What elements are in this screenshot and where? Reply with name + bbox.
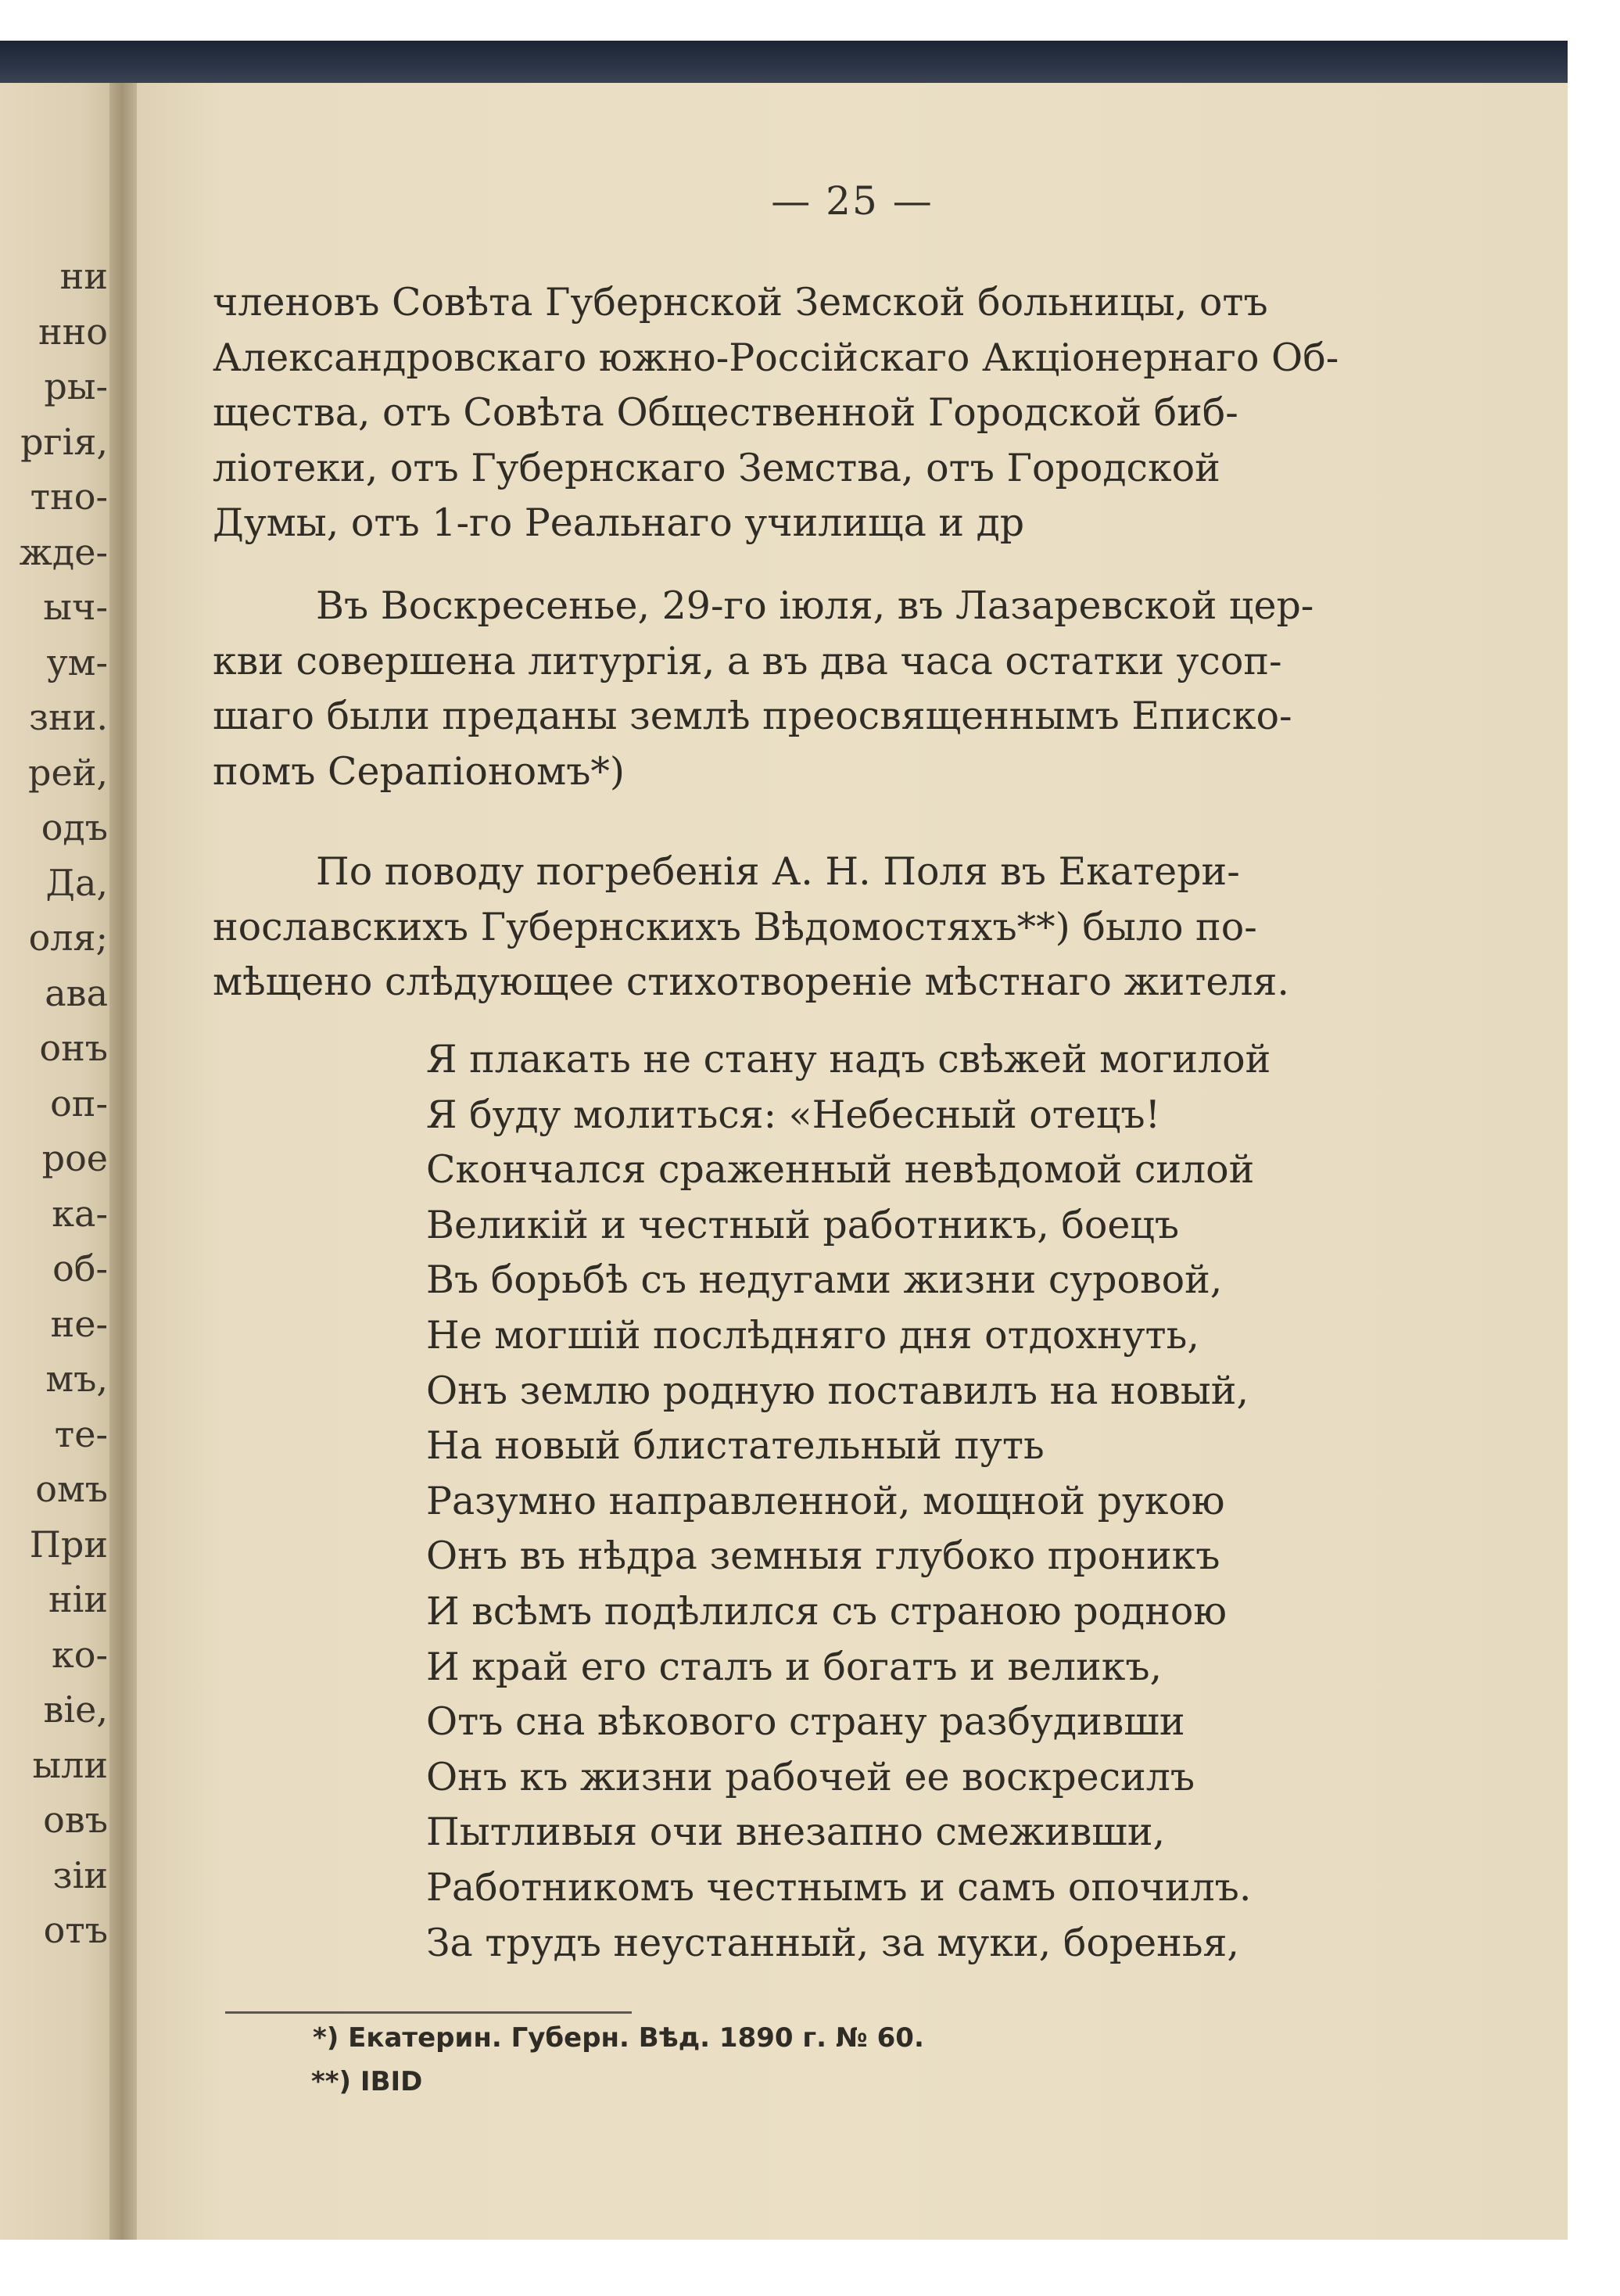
left-fragment: омъ	[35, 1468, 108, 1510]
left-fragment: те-	[54, 1412, 108, 1455]
left-fragment: ко-	[52, 1633, 108, 1676]
footnotes	[313, 2016, 924, 2104]
footnote: **) IBID	[311, 2066, 423, 2097]
book-gutter	[109, 83, 141, 2240]
left-fragment: зни.	[28, 696, 108, 738]
left-fragment: віе,	[43, 1688, 108, 1731]
text-line: Въ Воскресенье, 29-го іюля, въ Лазаревской цер-	[316, 583, 1314, 628]
poem-line: Онъ къ жизни рабочей ее воскресилъ	[426, 1754, 1195, 1799]
left-fragment: При	[29, 1523, 108, 1566]
footnote-divider	[225, 2011, 632, 2014]
page-number: — 25 —	[771, 178, 934, 224]
text-line: Думы, отъ 1-го Реальнаго училища и др	[213, 500, 1025, 545]
text-line: кви совершена литургія, а въ два часа остатки усоп-	[213, 638, 1282, 683]
left-fragment: рое	[41, 1137, 108, 1179]
left-fragment: ргія,	[20, 420, 108, 463]
left-fragment: онъ	[39, 1027, 108, 1069]
left-fragment: оп-	[50, 1082, 108, 1125]
paragraph-1	[213, 275, 1464, 551]
poem-line: Я плакать не стану надъ свѣжей могилой	[426, 1037, 1271, 1082]
left-fragment: не-	[50, 1302, 108, 1345]
footnote: *) Екатерин. Губерн. Вѣд. 1890 г. № 60.	[313, 2022, 924, 2054]
scan-top-edge	[0, 41, 1568, 83]
poem-line: Скончался сраженный невѣдомой силой	[426, 1147, 1255, 1193]
poem-line: Я буду молиться: «Небесный отецъ!	[426, 1092, 1161, 1137]
text-line: мѣщено слѣдующее стихотвореніе мѣстнаго жителя.	[213, 960, 1289, 1004]
left-fragment: оля;	[28, 917, 108, 959]
text-line: щества, отъ Совѣта Общественной Городской биб-	[213, 390, 1238, 435]
left-fragment: ка-	[52, 1192, 108, 1235]
left-fragment: ава	[45, 971, 108, 1014]
left-fragment: ум-	[46, 640, 108, 683]
left-fragment: ни	[59, 255, 108, 297]
left-fragment: об-	[52, 1247, 108, 1290]
poem-line: Онъ землю родную поставилъ на новый,	[426, 1368, 1249, 1413]
text-line: Александровскаго южно-Россійскаго Акціонернаго Об-	[213, 335, 1339, 380]
left-page-line-endings	[0, 249, 108, 1958]
poem-line: Онъ въ нѣдра земныя глубоко проникъ	[426, 1534, 1220, 1579]
text-line: По поводу погребенія А. Н. Поля въ Екатери-	[316, 849, 1240, 894]
left-fragment: нно	[38, 310, 108, 353]
left-fragment: мъ,	[45, 1358, 108, 1400]
poem-line: Великій и честный работникъ, боецъ	[426, 1202, 1180, 1247]
poem-line: Работникомъ честнымъ и самъ опочилъ.	[426, 1864, 1252, 1910]
poem-line: На новый блистательный путь	[426, 1423, 1045, 1469]
left-fragment: отъ	[43, 1909, 108, 1951]
text-line: помъ Серапіономъ*)	[213, 748, 625, 794]
paragraph-2	[213, 579, 1464, 799]
left-fragment: зіи	[52, 1853, 108, 1896]
poem-line: Пытливыя очи внезапно смеживши,	[426, 1810, 1166, 1855]
paragraph-3	[213, 845, 1464, 1010]
left-fragment: ыч-	[43, 586, 108, 628]
poem	[426, 1032, 1271, 1971]
poem-line: За трудъ неустанный, за муки, боренья,	[426, 1920, 1240, 1965]
text-line: нославскихъ Губернскихъ Вѣдомостяхъ**) было по-	[213, 904, 1257, 949]
poem-line: И край его сталъ и богатъ и великъ,	[426, 1644, 1163, 1689]
left-fragment: Да,	[45, 861, 108, 904]
poem-line: Въ борьбѣ съ недугами жизни суровой,	[426, 1257, 1223, 1303]
left-fragment: ніи	[48, 1578, 108, 1620]
poem-line: Отъ сна вѣкового страну разбудивши	[426, 1699, 1185, 1745]
text-line: членовъ Совѣта Губернской Земской больницы, отъ	[213, 280, 1268, 325]
left-fragment: ры-	[44, 365, 108, 407]
poem-line: Не могшій послѣдняго дня отдохнуть,	[426, 1312, 1199, 1358]
left-fragment: рей,	[28, 751, 108, 794]
left-fragment: овъ	[43, 1799, 108, 1841]
left-fragment: одъ	[41, 806, 108, 848]
left-fragment: тно-	[30, 475, 108, 518]
left-fragment: ыли	[32, 1743, 108, 1786]
poem-line: И всѣмъ подѣлился съ страною родною	[426, 1588, 1228, 1634]
poem-line: Разумно направленной, мощной рукою	[426, 1478, 1225, 1523]
left-fragment: жде-	[19, 530, 108, 573]
text-line: ліотеки, отъ Губернскаго Земства, отъ Городской	[213, 445, 1220, 490]
text-line: шаго были преданы землѣ преосвященнымъ Еписко-	[213, 694, 1292, 738]
